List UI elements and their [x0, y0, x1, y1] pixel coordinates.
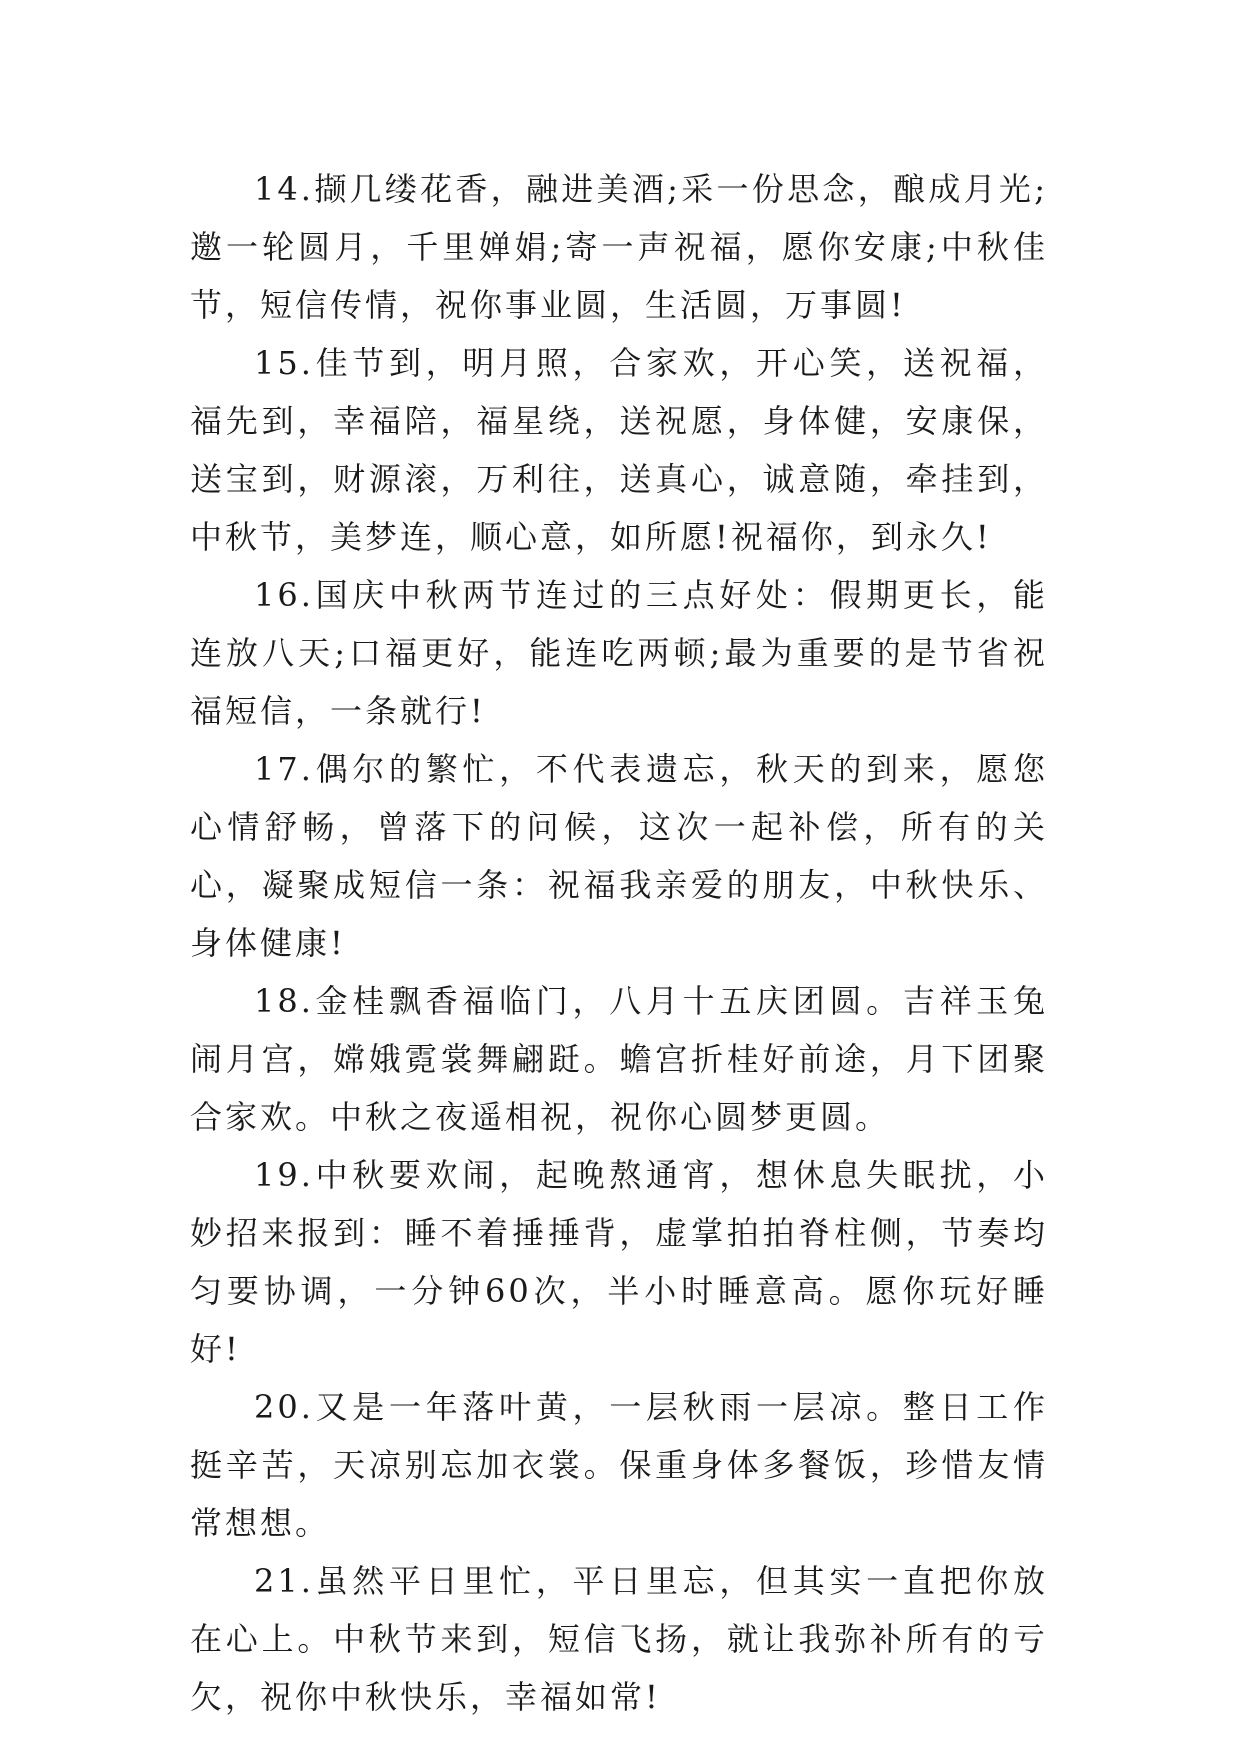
paragraph-21: 21.虽然平日里忙，平日里忘，但其实一直把你放在心上。中秋节来到，短信飞扬，就让我弥补所有的亏欠，祝你中秋快乐，幸福如常!: [190, 1562, 1048, 1716]
paragraph-14: 14.撷几缕花香，融进美酒;采一份思念，酿成月光;邀一轮圆月，千里婵娟;寄一声祝福，愿你安康;中秋佳节，短信传情，祝你事业圆，生活圆，万事圆!: [190, 170, 1048, 324]
paragraph-17: 17.偶尔的繁忙，不代表遗忘，秋天的到来，愿您心情舒畅，曾落下的问候，这次一起补偿，所有的关心，凝聚成短信一条：祝福我亲爱的朋友，中秋快乐、身体健康!: [190, 750, 1048, 962]
paragraph-20: 20.又是一年落叶黄，一层秋雨一层凉。整日工作挺辛苦，天凉别忘加衣裳。保重身体多餐饭，珍惜友情常想想。: [190, 1388, 1048, 1542]
paragraph-16: 16.国庆中秋两节连过的三点好处：假期更长，能连放八天;口福更好，能连吃两顿;最为重要的是节省祝福短信，一条就行!: [190, 576, 1048, 730]
paragraph-19: 19.中秋要欢闹，起晚熬通宵，想休息失眠扰，小妙招来报到：睡不着捶捶背，虚掌拍拍脊柱侧，节奏均匀要协调，一分钟60次，半小时睡意高。愿你玩好睡好!: [190, 1156, 1048, 1368]
paragraph-18: 18.金桂飘香福临门，八月十五庆团圆。吉祥玉兔闹月宫，嫦娥霓裳舞翩跹。蟾宫折桂好前途，月下团聚合家欢。中秋之夜遥相祝，祝你心圆梦更圆。: [190, 982, 1048, 1136]
paragraph-15: 15.佳节到，明月照，合家欢，开心笑，送祝福，福先到，幸福陪，福星绕，送祝愿，身体健，安康保，送宝到，财源滚，万利往，送真心，诚意随，牵挂到，中秋节，美梦连，顺心意，如所愿!祝福你，到永久!: [190, 344, 1048, 556]
document-body: [190, 160, 1048, 1726]
